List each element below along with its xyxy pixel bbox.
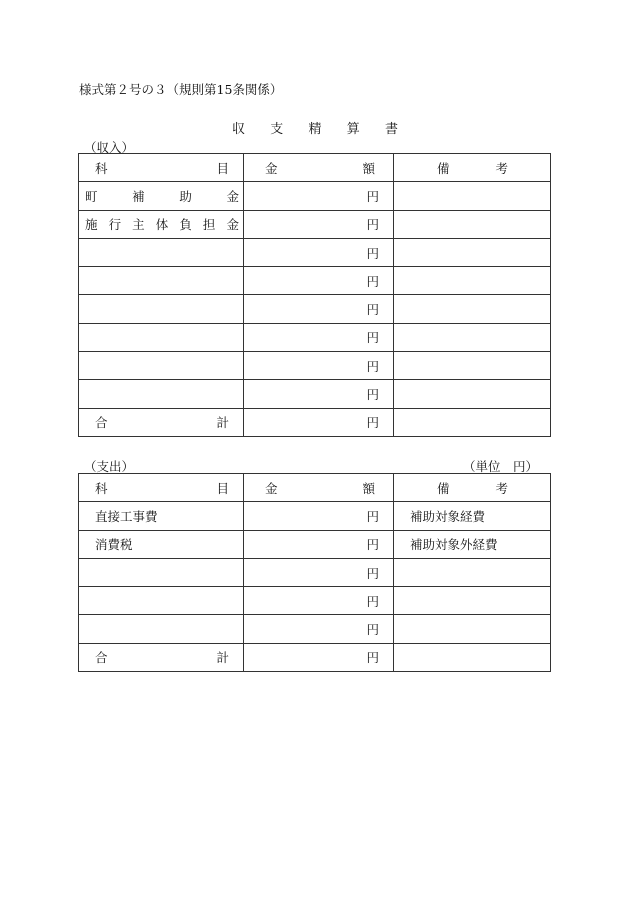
subject-cell: 消費税 (79, 530, 244, 558)
char: 科 (95, 160, 108, 176)
title-char: 支 (270, 122, 284, 137)
amount-cell: 円 (244, 352, 394, 380)
char: 補 (132, 188, 145, 204)
amount-header (244, 154, 394, 182)
amount-cell: 円 (244, 380, 394, 408)
remarks-cell (394, 210, 551, 238)
remarks-cell (394, 295, 551, 323)
total-label (79, 643, 244, 671)
form-number: 様式第２号の３（規則第15条関係） (79, 82, 283, 97)
expenditure-table (78, 473, 551, 672)
amount-cell: 円 (244, 295, 394, 323)
char: 金 (265, 160, 278, 176)
total-row (79, 643, 551, 671)
total-amount: 円 (244, 408, 394, 436)
remarks-cell (394, 615, 551, 643)
header-row (79, 154, 551, 182)
char: 額 (362, 480, 375, 496)
total-amount: 円 (244, 643, 394, 671)
expenditure-section-label: （支出） (84, 459, 135, 474)
subject-cell (79, 558, 244, 586)
total-row (79, 408, 551, 436)
remarks-cell (394, 587, 551, 615)
subject-cell (79, 380, 244, 408)
char: 考 (495, 480, 508, 496)
remarks-cell (394, 267, 551, 295)
subject-cell (79, 267, 244, 295)
remarks-cell: 補助対象外経費 (394, 530, 551, 558)
table-row (79, 587, 551, 615)
char: 考 (495, 160, 508, 176)
header-row (79, 474, 551, 502)
subject-cell (79, 210, 244, 238)
title-char: 収 (232, 122, 246, 137)
remarks-header (394, 474, 551, 502)
subject-header (79, 474, 244, 502)
amount-cell: 円 (244, 615, 394, 643)
title-char: 算 (346, 122, 360, 137)
char: 計 (216, 650, 229, 666)
subject-header (79, 154, 244, 182)
amount-cell: 円 (244, 530, 394, 558)
char: 備 (437, 480, 450, 496)
document-title (232, 118, 398, 137)
amount-header (244, 474, 394, 502)
amount-cell: 円 (244, 502, 394, 530)
amount-cell: 円 (244, 267, 394, 295)
char: 備 (437, 160, 450, 176)
subject-cell: 直接工事費 (79, 502, 244, 530)
remarks-cell (394, 323, 551, 351)
income-table (78, 153, 551, 437)
subject-cell (79, 238, 244, 266)
char: 目 (216, 160, 229, 176)
char: 目 (216, 480, 229, 496)
title-char: 書 (384, 122, 398, 137)
char: 金 (226, 217, 239, 233)
table-row (79, 558, 551, 586)
char: 体 (155, 217, 169, 233)
table-row (79, 323, 551, 351)
unit-note: （単位 円） (462, 459, 538, 474)
char: 金 (226, 188, 239, 204)
char: 額 (362, 160, 375, 176)
subject-cell (79, 182, 244, 210)
table-row (79, 352, 551, 380)
char: 施 (85, 217, 98, 233)
total-remarks (394, 643, 551, 671)
table-row (79, 615, 551, 643)
subject-cell (79, 295, 244, 323)
amount-cell: 円 (244, 182, 394, 210)
total-remarks (394, 408, 551, 436)
char: 計 (216, 415, 229, 431)
amount-cell: 円 (244, 323, 394, 351)
amount-cell: 円 (244, 587, 394, 615)
table-row (79, 380, 551, 408)
remarks-cell (394, 182, 551, 210)
char: 合 (95, 650, 108, 666)
subject-cell (79, 587, 244, 615)
remarks-header (394, 154, 551, 182)
char: 町 (85, 188, 98, 204)
remarks-cell (394, 558, 551, 586)
amount-cell: 円 (244, 558, 394, 586)
char: 主 (132, 217, 145, 233)
char: 助 (179, 188, 192, 204)
amount-cell: 円 (244, 210, 394, 238)
table-row (79, 210, 551, 238)
remarks-cell (394, 238, 551, 266)
income-section-label: （収入） (84, 140, 135, 155)
amount-cell: 円 (244, 238, 394, 266)
char: 金 (265, 480, 278, 496)
subject-cell (79, 323, 244, 351)
total-label (79, 408, 244, 436)
char: 合 (95, 415, 108, 431)
remarks-cell (394, 352, 551, 380)
char: 負 (179, 217, 192, 233)
remarks-cell (394, 380, 551, 408)
table-row (79, 267, 551, 295)
table-row (79, 502, 551, 530)
char: 担 (202, 217, 216, 233)
table-row (79, 182, 551, 210)
char: 科 (95, 480, 108, 496)
remarks-cell: 補助対象経費 (394, 502, 551, 530)
title-char: 精 (308, 122, 322, 137)
subject-cell (79, 615, 244, 643)
char: 行 (108, 217, 122, 233)
table-row (79, 530, 551, 558)
table-row (79, 238, 551, 266)
table-row (79, 295, 551, 323)
subject-cell (79, 352, 244, 380)
